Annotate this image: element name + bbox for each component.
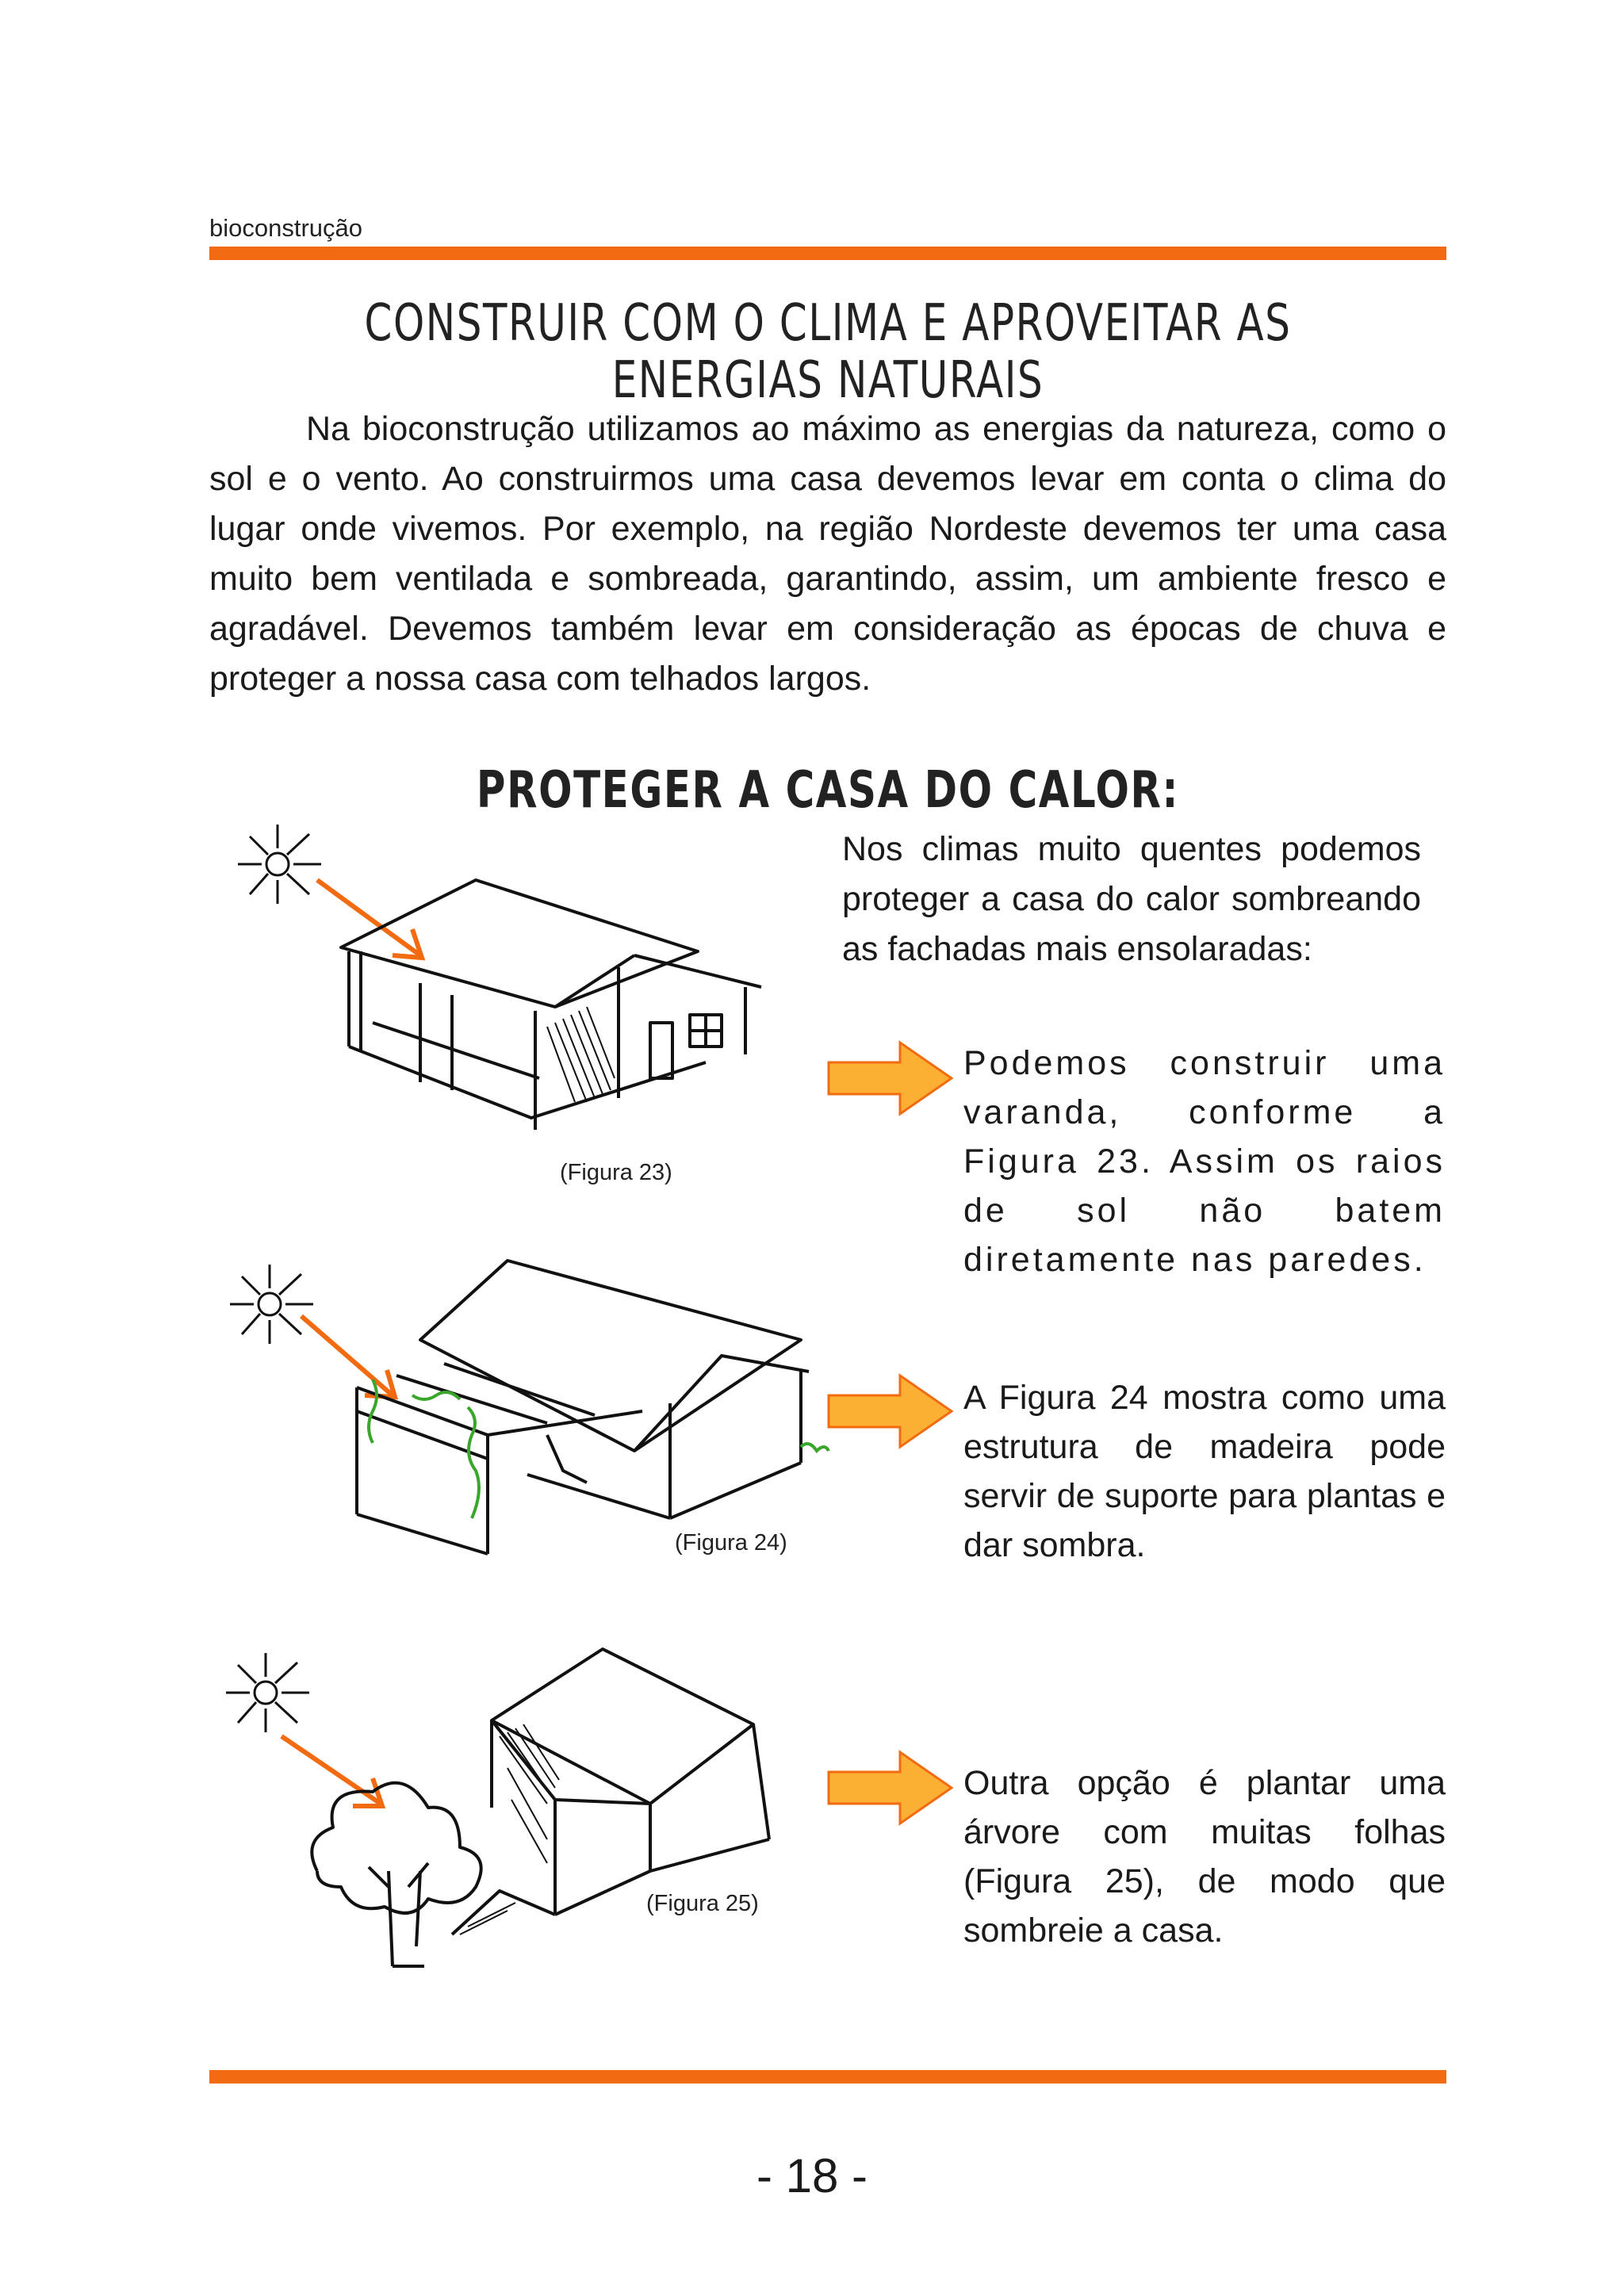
subsection-title: PROTEGER A CASA DO CALOR: — [476, 761, 1180, 820]
item-3-text: Outra opção é plantar uma árvore com muitas folhas (Figura 25), de modo que sombreie a casa. — [963, 1764, 1446, 1950]
page-number: - 18 - — [756, 2149, 868, 2202]
figure-24-caption: (Figura 24) — [675, 1530, 787, 1556]
house-drawing — [357, 1261, 809, 1554]
intro-paragraph: Na bioconstrução utilizamos ao máximo as energias da natureza, como o sol e o vento. Ao construirmos uma casa devemos levar em conta o clima do lugar onde vivemos. Por exemplo, na região Nordeste devemos ter uma casa muito bem ventilada e sombreada, garantindo, assim, um ambiente fresco e agradável. Devemos também levar em consideração as épocas de chuva e proteger a nossa casa com telhados largos. — [209, 410, 1446, 698]
running-head: bioconstrução — [209, 214, 363, 242]
house-drawing — [341, 880, 761, 1130]
tree-drawing — [312, 1783, 481, 1966]
figure-23-caption: (Figura 23) — [560, 1160, 672, 1185]
item-1-text: Podemos construir uma varanda, conforme a Figura 23. Assim os raios de sol não batem diretamente nas paredes. — [963, 1044, 1446, 1279]
sun-icon — [238, 825, 321, 904]
figure-25-caption: (Figura 25) — [646, 1891, 759, 1916]
section-title: CONSTRUIR COM O CLIMA E APROVEITAR AS ENERGIAS NATURAIS — [364, 294, 1292, 410]
item-2-text: A Figura 24 mostra como uma estrutura de madeira pode servir de suporte para plantas e dar sombra. — [963, 1379, 1446, 1564]
figure-23-illustration — [222, 817, 793, 1165]
sun-ray-arrow — [301, 1316, 395, 1397]
figure-24-illustration — [214, 1253, 848, 1570]
header-rule — [209, 247, 1446, 260]
lead-paragraph: Nos climas muito quentes podemos proteger a casa do calor sombreando as fachadas mais ensolaradas: — [842, 830, 1421, 968]
pointer-arrow-icon — [825, 1748, 959, 1827]
figure-25-illustration — [206, 1609, 856, 1982]
pointer-arrow-icon — [825, 1039, 959, 1118]
sun-ray-arrow — [317, 880, 422, 958]
footer-rule — [209, 2070, 1446, 2084]
sun-icon — [226, 1653, 309, 1732]
sun-icon — [230, 1265, 313, 1344]
sun-ray-arrow — [282, 1736, 382, 1806]
pointer-arrow-icon — [825, 1372, 959, 1451]
